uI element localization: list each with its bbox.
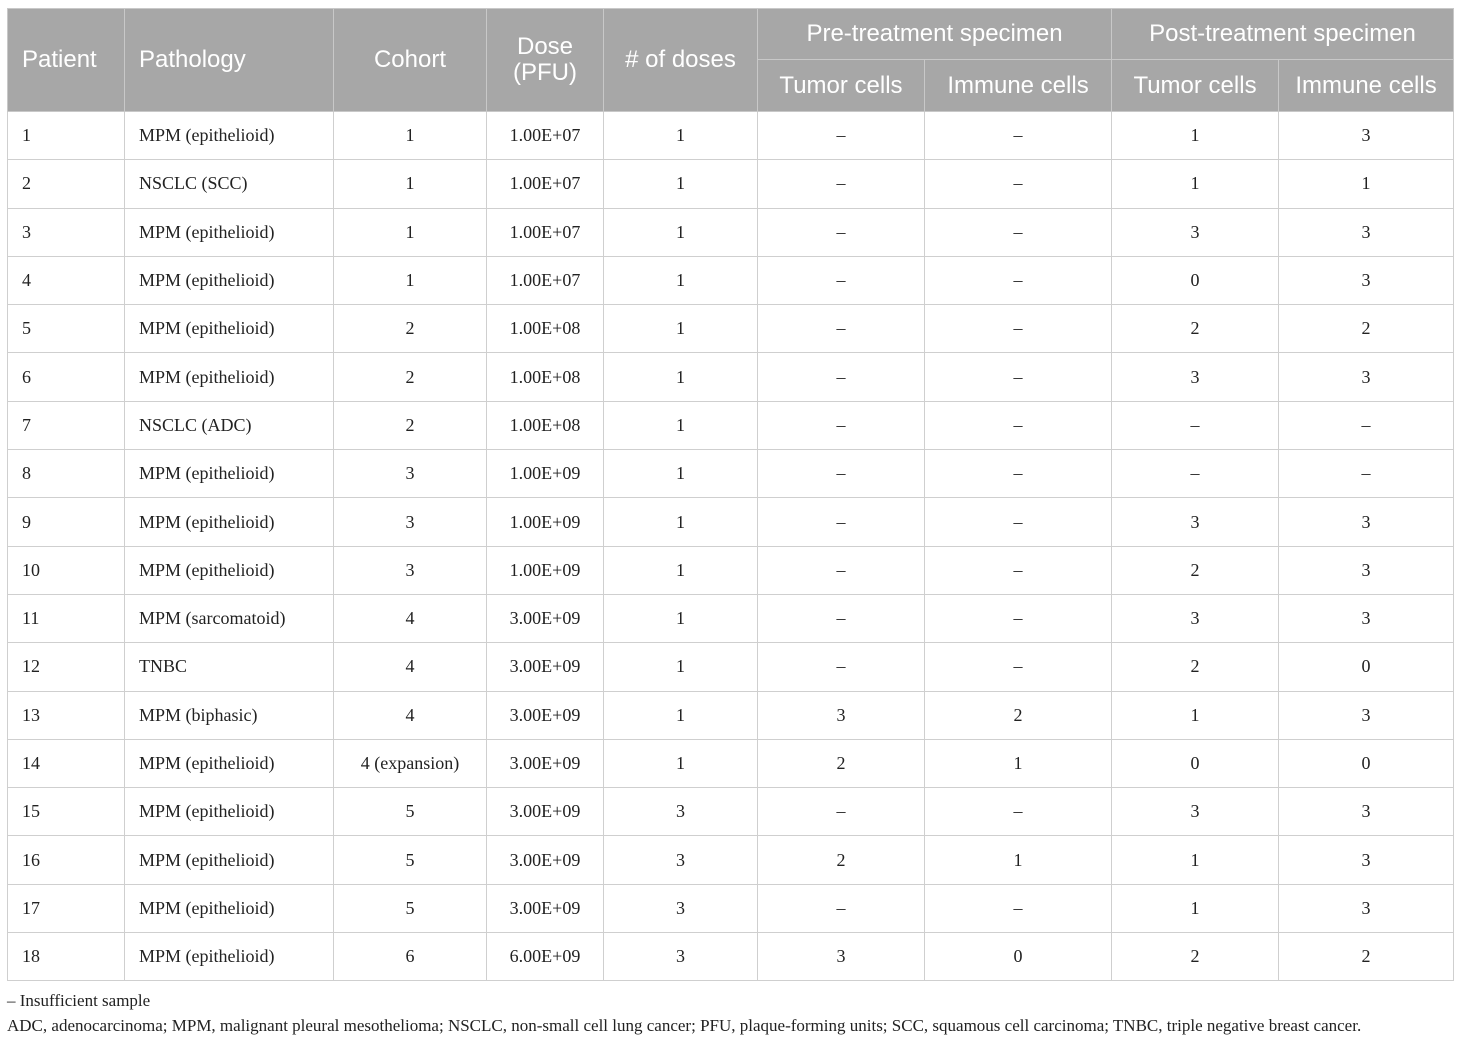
- cell-pre-tumor: –: [758, 305, 925, 353]
- cell-pre-immune: –: [925, 788, 1112, 836]
- cell-num-doses: 1: [604, 691, 758, 739]
- table-row: [8, 739, 1454, 787]
- cell-pre-immune: 1: [925, 739, 1112, 787]
- header-post-tumor-cells: Tumor cells: [1112, 60, 1279, 112]
- header-dose-line2: (PFU): [513, 59, 577, 86]
- header-pre-tumor-cells: Tumor cells: [758, 60, 925, 112]
- cell-post-tumor: 2: [1112, 643, 1279, 691]
- cell-post-immune: 3: [1279, 353, 1454, 401]
- cell-post-tumor: 1: [1112, 112, 1279, 160]
- cell-pre-immune: –: [925, 884, 1112, 932]
- cell-post-tumor: 2: [1112, 546, 1279, 594]
- cell-num-doses: 3: [604, 884, 758, 932]
- cell-post-immune: 3: [1279, 884, 1454, 932]
- cell-pre-tumor: –: [758, 546, 925, 594]
- cell-dose: 1.00E+07: [487, 256, 604, 304]
- data-table-container: [7, 8, 1453, 981]
- cell-pathology: MPM (epithelioid): [125, 256, 334, 304]
- cell-pathology: MPM (epithelioid): [125, 739, 334, 787]
- table-header: [8, 9, 1454, 112]
- cell-dose: 3.00E+09: [487, 884, 604, 932]
- cell-patient: 10: [8, 546, 125, 594]
- cell-pre-immune: –: [925, 498, 1112, 546]
- cell-patient: 11: [8, 594, 125, 642]
- cell-pre-immune: –: [925, 160, 1112, 208]
- header-dose-line1: Dose: [516, 33, 574, 60]
- header-post-treatment: Post-treatment specimen: [1112, 9, 1454, 60]
- cell-pre-immune: 2: [925, 691, 1112, 739]
- cell-pre-immune: –: [925, 353, 1112, 401]
- cell-num-doses: 1: [604, 353, 758, 401]
- cell-patient: 5: [8, 305, 125, 353]
- cell-post-tumor: 3: [1112, 353, 1279, 401]
- cell-cohort: 5: [334, 788, 487, 836]
- cell-num-doses: 1: [604, 498, 758, 546]
- cell-pathology: MPM (sarcomatoid): [125, 594, 334, 642]
- cell-post-immune: 0: [1279, 739, 1454, 787]
- table-row: [8, 353, 1454, 401]
- cell-dose: 3.00E+09: [487, 691, 604, 739]
- cell-pathology: MPM (epithelioid): [125, 305, 334, 353]
- cell-post-tumor: 0: [1112, 739, 1279, 787]
- table-row: [8, 498, 1454, 546]
- cell-post-tumor: 3: [1112, 788, 1279, 836]
- table-row: [8, 256, 1454, 304]
- cell-post-immune: 3: [1279, 836, 1454, 884]
- cell-pre-tumor: –: [758, 401, 925, 449]
- table-row: [8, 884, 1454, 932]
- cell-post-immune: –: [1279, 401, 1454, 449]
- cell-pre-immune: –: [925, 594, 1112, 642]
- cell-pathology: MPM (epithelioid): [125, 208, 334, 256]
- cell-cohort: 4: [334, 594, 487, 642]
- cell-post-tumor: –: [1112, 450, 1279, 498]
- cell-patient: 8: [8, 450, 125, 498]
- table-row: [8, 691, 1454, 739]
- cell-post-immune: 3: [1279, 112, 1454, 160]
- cell-pre-tumor: 2: [758, 739, 925, 787]
- cell-cohort: 5: [334, 836, 487, 884]
- cell-post-immune: 0: [1279, 643, 1454, 691]
- cell-dose: 1.00E+07: [487, 208, 604, 256]
- cell-post-immune: 3: [1279, 788, 1454, 836]
- cell-pre-tumor: –: [758, 353, 925, 401]
- header-num-doses: # of doses: [604, 9, 758, 112]
- header-patient: Patient: [8, 9, 125, 112]
- cell-post-immune: 1: [1279, 160, 1454, 208]
- cell-pre-tumor: 3: [758, 933, 925, 981]
- cell-dose: 3.00E+09: [487, 836, 604, 884]
- cell-patient: 18: [8, 933, 125, 981]
- table-footnotes: [7, 989, 1453, 1038]
- footnote-abbreviations: ADC, adenocarcinoma; MPM, malignant pleural mesothelioma; NSCLC, non-small cell lung cancer; PFU, plaque-forming units; SCC, squamous cell carcinoma; TNBC, triple negative breast cancer.: [7, 1015, 1362, 1035]
- cell-pre-tumor: –: [758, 256, 925, 304]
- cell-pre-tumor: –: [758, 450, 925, 498]
- cell-patient: 16: [8, 836, 125, 884]
- cell-pre-immune: 0: [925, 933, 1112, 981]
- cell-pre-tumor: –: [758, 112, 925, 160]
- table-row: [8, 112, 1454, 160]
- cell-cohort: 4: [334, 691, 487, 739]
- cell-post-immune: 3: [1279, 256, 1454, 304]
- header-pre-treatment: Pre-treatment specimen: [758, 9, 1112, 60]
- header-dose: [487, 9, 604, 112]
- cell-num-doses: 1: [604, 112, 758, 160]
- cell-pathology: MPM (biphasic): [125, 691, 334, 739]
- cell-num-doses: 1: [604, 739, 758, 787]
- cell-cohort: 2: [334, 401, 487, 449]
- cell-cohort: 4: [334, 643, 487, 691]
- cell-dose: 3.00E+09: [487, 643, 604, 691]
- cell-pre-tumor: –: [758, 643, 925, 691]
- cell-pathology: MPM (epithelioid): [125, 546, 334, 594]
- table-row: [8, 933, 1454, 981]
- cell-num-doses: 1: [604, 256, 758, 304]
- cell-post-immune: 3: [1279, 208, 1454, 256]
- cell-patient: 15: [8, 788, 125, 836]
- footnote-insufficient-sample: – Insufficient sample: [7, 991, 151, 1010]
- cell-pre-tumor: 2: [758, 836, 925, 884]
- cell-dose: 3.00E+09: [487, 739, 604, 787]
- cell-post-tumor: 2: [1112, 933, 1279, 981]
- cell-pre-immune: 1: [925, 836, 1112, 884]
- cell-cohort: 4 (expansion): [334, 739, 487, 787]
- cell-dose: 3.00E+09: [487, 594, 604, 642]
- cell-pathology: MPM (epithelioid): [125, 788, 334, 836]
- cell-post-tumor: 3: [1112, 208, 1279, 256]
- cell-post-tumor: 3: [1112, 594, 1279, 642]
- cell-post-tumor: 2: [1112, 305, 1279, 353]
- cell-post-immune: –: [1279, 450, 1454, 498]
- cell-dose: 1.00E+08: [487, 353, 604, 401]
- cell-post-immune: 2: [1279, 305, 1454, 353]
- cell-dose: 1.00E+08: [487, 401, 604, 449]
- cell-pathology: MPM (epithelioid): [125, 450, 334, 498]
- cell-num-doses: 1: [604, 594, 758, 642]
- cell-pathology: MPM (epithelioid): [125, 884, 334, 932]
- cell-num-doses: 1: [604, 546, 758, 594]
- cell-num-doses: 1: [604, 401, 758, 449]
- cell-patient: 13: [8, 691, 125, 739]
- cell-post-tumor: 1: [1112, 691, 1279, 739]
- cell-num-doses: 1: [604, 450, 758, 498]
- cell-dose: 1.00E+07: [487, 160, 604, 208]
- cell-pathology: MPM (epithelioid): [125, 933, 334, 981]
- header-pre-immune-cells: Immune cells: [925, 60, 1112, 112]
- cell-cohort: 3: [334, 450, 487, 498]
- table-row: [8, 836, 1454, 884]
- cell-pathology: NSCLC (SCC): [125, 160, 334, 208]
- cell-post-immune: 3: [1279, 691, 1454, 739]
- cell-post-immune: 3: [1279, 498, 1454, 546]
- cell-cohort: 3: [334, 498, 487, 546]
- table-row: [8, 401, 1454, 449]
- cell-patient: 1: [8, 112, 125, 160]
- cell-patient: 6: [8, 353, 125, 401]
- cell-patient: 2: [8, 160, 125, 208]
- cell-pre-immune: –: [925, 546, 1112, 594]
- cell-pre-immune: –: [925, 208, 1112, 256]
- cell-patient: 17: [8, 884, 125, 932]
- cell-num-doses: 3: [604, 933, 758, 981]
- cell-dose: 1.00E+09: [487, 546, 604, 594]
- cell-post-tumor: 0: [1112, 256, 1279, 304]
- cell-dose: 3.00E+09: [487, 788, 604, 836]
- table-row: [8, 788, 1454, 836]
- cell-pathology: MPM (epithelioid): [125, 836, 334, 884]
- cell-pre-immune: –: [925, 256, 1112, 304]
- cell-pathology: MPM (epithelioid): [125, 112, 334, 160]
- cell-post-immune: 2: [1279, 933, 1454, 981]
- cell-cohort: 5: [334, 884, 487, 932]
- cell-dose: 1.00E+09: [487, 450, 604, 498]
- cell-pre-immune: –: [925, 112, 1112, 160]
- cell-pre-tumor: –: [758, 160, 925, 208]
- cell-pre-tumor: –: [758, 594, 925, 642]
- cell-post-tumor: 3: [1112, 498, 1279, 546]
- table-row: [8, 160, 1454, 208]
- cell-pre-tumor: –: [758, 498, 925, 546]
- cell-post-tumor: –: [1112, 401, 1279, 449]
- cell-post-tumor: 1: [1112, 160, 1279, 208]
- cell-pre-tumor: –: [758, 208, 925, 256]
- cell-dose: 6.00E+09: [487, 933, 604, 981]
- cell-pre-tumor: 3: [758, 691, 925, 739]
- cell-pre-tumor: –: [758, 884, 925, 932]
- table-body: [8, 112, 1454, 981]
- cell-post-immune: 3: [1279, 546, 1454, 594]
- cell-pathology: NSCLC (ADC): [125, 401, 334, 449]
- cell-patient: 12: [8, 643, 125, 691]
- table-row: [8, 305, 1454, 353]
- cell-cohort: 1: [334, 208, 487, 256]
- cell-pathology: MPM (epithelioid): [125, 353, 334, 401]
- cell-post-tumor: 1: [1112, 884, 1279, 932]
- table-row: [8, 546, 1454, 594]
- cell-pathology: MPM (epithelioid): [125, 498, 334, 546]
- header-pathology: Pathology: [125, 9, 334, 112]
- cell-cohort: 1: [334, 160, 487, 208]
- cell-patient: 9: [8, 498, 125, 546]
- cell-cohort: 3: [334, 546, 487, 594]
- cell-dose: 1.00E+08: [487, 305, 604, 353]
- patient-table: [7, 8, 1454, 981]
- cell-patient: 7: [8, 401, 125, 449]
- cell-dose: 1.00E+09: [487, 498, 604, 546]
- cell-pre-immune: –: [925, 450, 1112, 498]
- cell-num-doses: 1: [604, 305, 758, 353]
- cell-cohort: 6: [334, 933, 487, 981]
- table-row: [8, 208, 1454, 256]
- cell-num-doses: 1: [604, 160, 758, 208]
- cell-pre-immune: –: [925, 643, 1112, 691]
- cell-cohort: 2: [334, 305, 487, 353]
- cell-patient: 4: [8, 256, 125, 304]
- cell-cohort: 2: [334, 353, 487, 401]
- cell-cohort: 1: [334, 256, 487, 304]
- cell-post-tumor: 1: [1112, 836, 1279, 884]
- header-post-immune-cells: Immune cells: [1279, 60, 1454, 112]
- cell-patient: 3: [8, 208, 125, 256]
- header-cohort: Cohort: [334, 9, 487, 112]
- table-row: [8, 450, 1454, 498]
- cell-num-doses: 1: [604, 208, 758, 256]
- cell-post-immune: 3: [1279, 594, 1454, 642]
- cell-patient: 14: [8, 739, 125, 787]
- cell-pre-immune: –: [925, 305, 1112, 353]
- cell-pathology: TNBC: [125, 643, 334, 691]
- cell-pre-immune: –: [925, 401, 1112, 449]
- cell-cohort: 1: [334, 112, 487, 160]
- table-row: [8, 594, 1454, 642]
- cell-dose: 1.00E+07: [487, 112, 604, 160]
- cell-num-doses: 1: [604, 643, 758, 691]
- table-row: [8, 643, 1454, 691]
- cell-pre-tumor: –: [758, 788, 925, 836]
- cell-num-doses: 3: [604, 836, 758, 884]
- cell-num-doses: 3: [604, 788, 758, 836]
